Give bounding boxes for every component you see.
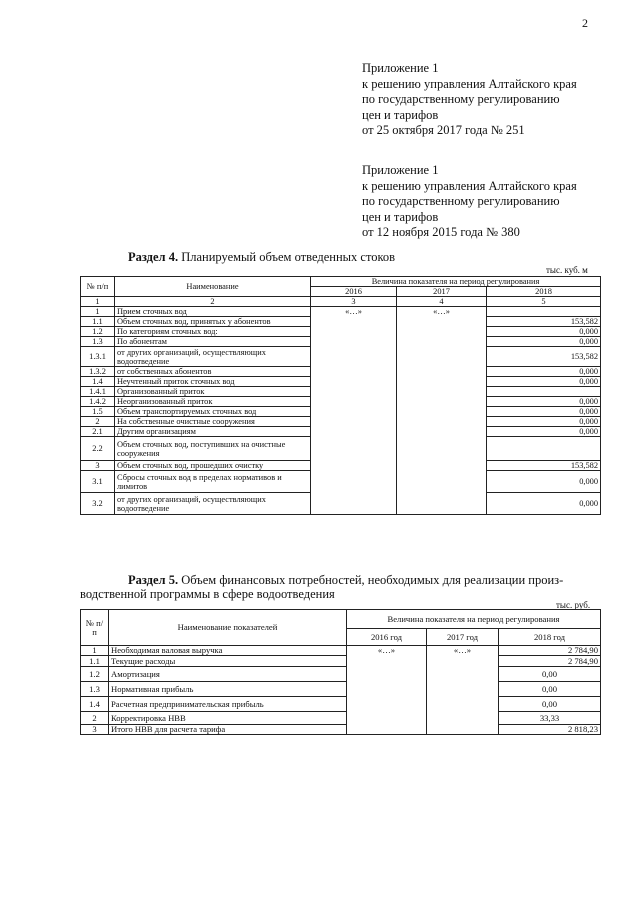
appendix-line: по государственному регулированию (362, 194, 560, 209)
header-name: Наименование (115, 277, 311, 297)
header-year-2016: 2016 (311, 287, 397, 297)
appendix-line: от 12 ноября 2015 года № 380 (362, 225, 520, 240)
table-row (81, 656, 601, 667)
row-name: Расчетная предпринимательская прибыль (109, 697, 347, 712)
row-num: 1.2 (81, 667, 109, 682)
table-row (81, 712, 601, 725)
row-name: Текущие расходы (109, 656, 347, 667)
header-year-2018: 2018 (487, 287, 601, 297)
section4-title (128, 250, 395, 265)
header-period: Величина показателя на период регулирования (347, 610, 601, 629)
row-name: По категориям сточных вод: (115, 327, 311, 337)
header-name: Наименование показателей (109, 610, 347, 646)
row-name: Объем сточных вод, поступивших на очистные сооружения (115, 437, 311, 461)
row-name: Другим организациям (115, 427, 311, 437)
appendix-block-1 (362, 61, 577, 139)
row-value (487, 437, 601, 461)
table-row (81, 725, 601, 735)
row-value: 153,582 (487, 347, 601, 367)
page-number: 2 (582, 16, 588, 30)
row-num: 1.4 (81, 697, 109, 712)
row-name: Необходимая валовая выручка (109, 646, 347, 656)
section5-unit: тыс. руб. (556, 600, 591, 610)
section4-title-bold: Раздел 4. (128, 250, 179, 264)
row-value: 0,000 (487, 367, 601, 377)
row-num: 1.5 (81, 407, 115, 417)
appendix-block-2 (362, 163, 577, 241)
row-value: 0,000 (487, 417, 601, 427)
row-name: от других организаций, осуществляющих водоотведение (115, 493, 311, 515)
section4-title-text: Планируемый объем отведенных стоков (178, 250, 396, 264)
table-row (81, 307, 601, 317)
table-row (81, 682, 601, 697)
row-name: Корректировка НВВ (109, 712, 347, 725)
row-name: Прием сточных вод (115, 307, 311, 317)
header-num: № п/ п (81, 610, 109, 646)
header-year-2017: 2017 (397, 287, 487, 297)
appendix-line: Приложение 1 (362, 61, 439, 75)
row-name: Объем транспортируемых сточных вод (115, 407, 311, 417)
colnum-5: 5 (487, 297, 601, 307)
section5-title-text: Объем финансовых потребностей, необходимых для реализации произ- (178, 573, 564, 587)
row-name: от других организаций, осуществляющих водоотведение (115, 347, 311, 367)
row-value: 0,00 (499, 697, 601, 712)
row-value: 153,582 (487, 461, 601, 471)
row-name: Организованный приток (115, 387, 311, 397)
row-value: 0,000 (487, 427, 601, 437)
row-value: 2 784,90 (499, 656, 601, 667)
row-num: 2 (81, 712, 109, 725)
row-name: На собственные очистные сооружения (115, 417, 311, 427)
appendix-line: к решению управления Алтайского края (362, 178, 577, 193)
row-num: 1.4.1 (81, 387, 115, 397)
row-value: 33,33 (499, 712, 601, 725)
row-name: Амортизация (109, 667, 347, 682)
row-name: Итого НВВ для расчета тарифа (109, 725, 347, 735)
row-name: от собственных абонентов (115, 367, 311, 377)
row-value: 0,000 (487, 493, 601, 515)
colnum-2: 2 (115, 297, 311, 307)
row-value: 0,000 (487, 327, 601, 337)
row-value (487, 307, 601, 317)
row-num: 2 (81, 417, 115, 427)
row-num: 3 (81, 725, 109, 735)
row-value (487, 387, 601, 397)
row-value: 2 818,23 (499, 725, 601, 735)
colnum-4: 4 (397, 297, 487, 307)
row-num: 3 (81, 461, 115, 471)
appendix-line: цен и тарифов (362, 209, 439, 224)
row-num: 1.1 (81, 317, 115, 327)
row-num: 1.4 (81, 377, 115, 387)
row-num: 1.3 (81, 337, 115, 347)
header-year-2016: 2016 год (347, 629, 427, 646)
section4-table (80, 276, 601, 515)
appendix-line: по государственному регулированию (362, 92, 560, 107)
header-year-2017: 2017 год (427, 629, 499, 646)
colnum-3: 3 (311, 297, 397, 307)
header-year-2018: 2018 год (499, 629, 601, 646)
row-value: 153,582 (487, 317, 601, 327)
appendix-line: от 25 октября 2017 года № 251 (362, 123, 525, 138)
appendix-line: Приложение 1 (362, 163, 439, 177)
ellipsis-2016: «…» (311, 307, 397, 515)
row-name: Объем сточных вод, прошедших очистку (115, 461, 311, 471)
row-value: 0,000 (487, 337, 601, 347)
section5-title (128, 573, 598, 588)
section5-table (80, 609, 601, 735)
row-value: 0,00 (499, 682, 601, 697)
table-row (81, 667, 601, 682)
appendix-line: к решению управления Алтайского края (362, 76, 577, 91)
row-name: Нормативная прибыль (109, 682, 347, 697)
row-value: 2 784,90 (499, 646, 601, 656)
row-num: 1.3 (81, 682, 109, 697)
row-num: 2.1 (81, 427, 115, 437)
section5-title-line2: водственной программы в сфере водоотведения (80, 587, 335, 601)
row-name: Неорганизованный приток (115, 397, 311, 407)
table-row (81, 697, 601, 712)
row-num: 2.2 (81, 437, 115, 461)
table-row (81, 646, 601, 656)
colnum-1: 1 (81, 297, 115, 307)
row-num: 1.2 (81, 327, 115, 337)
row-value: 0,000 (487, 471, 601, 493)
row-name: Объем сточных вод, принятых у абонентов (115, 317, 311, 327)
row-value: 0,000 (487, 377, 601, 387)
row-name: Неучтенный приток сточных вод (115, 377, 311, 387)
row-name: По абонентам (115, 337, 311, 347)
row-num: 3.1 (81, 471, 115, 493)
row-value: 0,000 (487, 397, 601, 407)
section5-title-bold: Раздел 5. (128, 573, 179, 587)
row-num: 1.1 (81, 656, 109, 667)
appendix-line: цен и тарифов (362, 107, 439, 122)
row-num: 1.4.2 (81, 397, 115, 407)
row-value: 0,000 (487, 407, 601, 417)
row-num: 1.3.1 (81, 347, 115, 367)
ellipsis-2017: «…» (427, 646, 499, 735)
ellipsis-2016: «…» (347, 646, 427, 735)
header-period: Величина показателя на период регулирования (311, 277, 601, 287)
row-num: 1 (81, 646, 109, 656)
ellipsis-2017: «…» (397, 307, 487, 515)
row-num: 1 (81, 307, 115, 317)
header-num: № п/п (81, 277, 115, 297)
section4-unit: тыс. куб. м (546, 265, 588, 275)
row-value: 0,00 (499, 667, 601, 682)
row-name: Сбросы сточных вод в пределах нормативов и лимитов (115, 471, 311, 493)
row-num: 3.2 (81, 493, 115, 515)
row-num: 1.3.2 (81, 367, 115, 377)
